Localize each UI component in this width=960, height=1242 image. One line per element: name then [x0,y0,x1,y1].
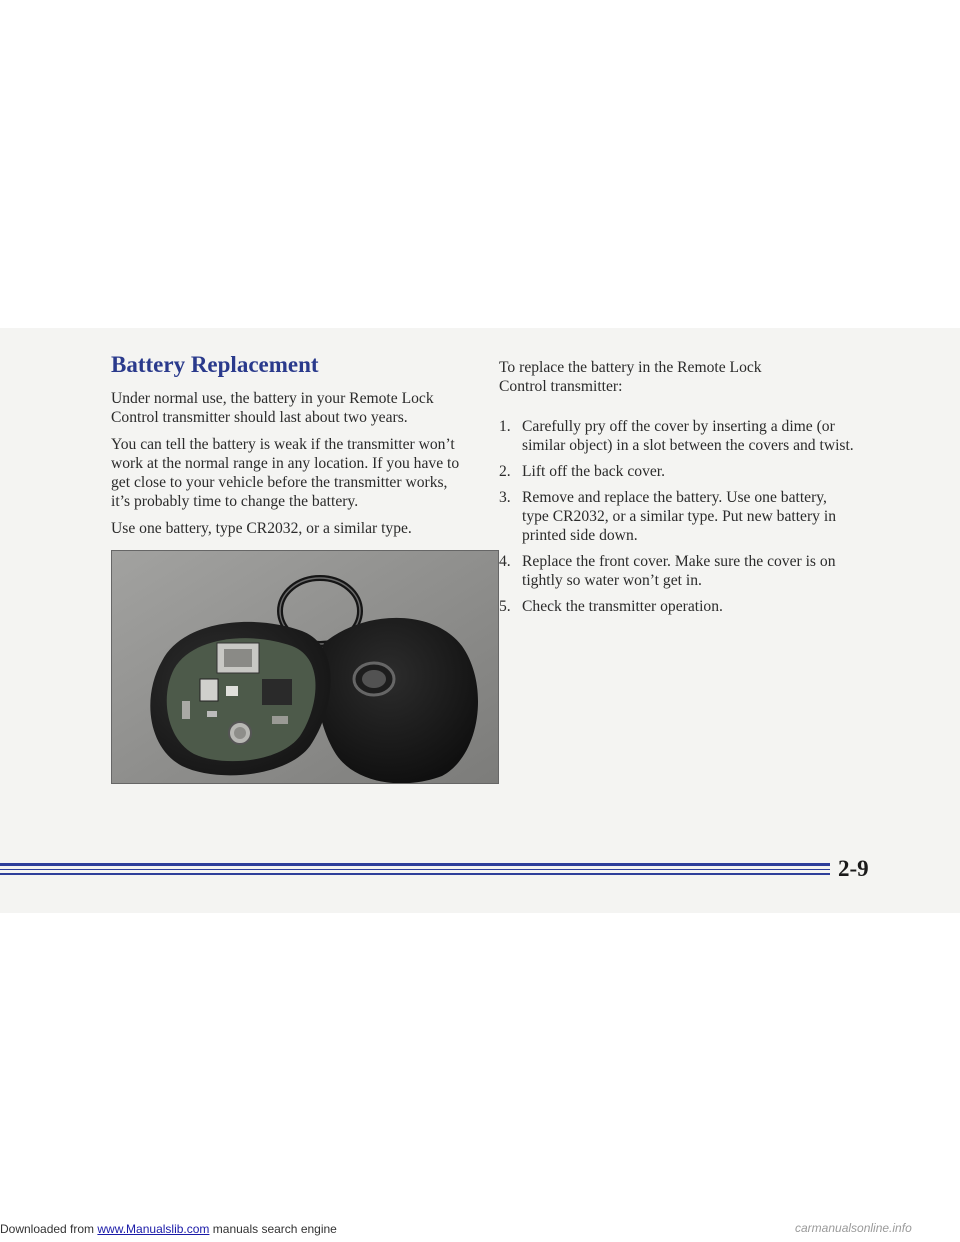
footer-suffix: manuals search engine [209,1222,337,1236]
watermark-text: carmanualsonline.info [795,1221,912,1235]
paragraph-line: it’s probably time to change the battery. [111,493,359,510]
step-text [522,552,836,590]
footer-prefix: Downloaded from [0,1222,98,1236]
step-line: Check the transmitter operation. [522,598,723,615]
step-number: 1. [499,418,511,435]
step-line: Lift off the back cover. [522,463,666,480]
step-item [499,417,854,455]
step-number: 2. [499,463,511,480]
rule-line [0,873,830,875]
download-footer [0,1222,337,1236]
step-text [522,417,854,455]
step-line: similar object) in a slot between the covers and twist. [522,437,854,454]
instructions-intro: To replace the battery in the Remote Lock [499,359,762,376]
step-text [522,462,665,481]
instruction-steps [499,417,854,623]
paragraph-line: Under normal use, the battery in your Remote Lock [111,390,434,407]
step-text [522,597,723,616]
step-item [499,488,854,545]
instructions-intro: Control transmitter: [499,378,623,395]
step-line: Replace the front cover. Make sure the cover is on [522,553,836,570]
section-heading: Battery Replacement [111,352,319,377]
rule-line [0,863,830,866]
step-number: 5. [499,598,511,615]
step-line: tightly so water won’t get in. [522,572,702,589]
step-item [499,597,854,616]
step-text [522,488,836,545]
step-number: 3. [499,489,511,506]
step-line: type CR2032, or a similar type. Put new battery in [522,508,836,525]
step-item [499,462,854,481]
paragraph-line: get close to your vehicle before the transmitter works, [111,474,448,491]
page-number: 2-9 [838,856,869,881]
paragraph-line: You can tell the battery is weak if the transmitter won’t [111,436,455,453]
rule-line [0,869,830,870]
step-item [499,552,854,590]
step-line: Remove and replace the battery. Use one battery, [522,489,827,506]
paragraph-line: Use one battery, type CR2032, or a similar type. [111,520,412,537]
paragraph-line: work at the normal range in any location. If you have to [111,455,460,472]
paragraph-line: Control transmitter should last about two years. [111,409,408,426]
manualslib-link[interactable]: www.Manualslib.com [97,1222,210,1236]
transmitter-photo [111,550,499,784]
step-line: printed side down. [522,527,638,544]
step-number: 4. [499,553,511,570]
step-line: Carefully pry off the cover by inserting a dime (or [522,418,835,435]
